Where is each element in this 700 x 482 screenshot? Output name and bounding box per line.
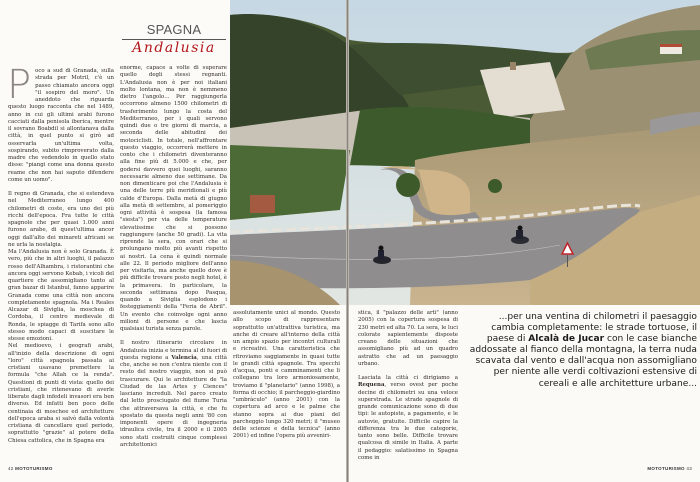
caption-place-name: Alcalà de Jucar (528, 334, 605, 345)
article-paragraph (120, 340, 227, 449)
white-town (480, 62, 565, 118)
red-roof (660, 44, 682, 47)
caption-text: con le case bianche addossate al fianco della montagna, la terra nuda scavata dal vento e dall'acqua non assomigliano per niente alle verdi coltivazioni estensive di cereali e alle architetture urbane... (469, 334, 697, 389)
section-title: Andalusia (132, 40, 216, 56)
white-house (660, 46, 682, 54)
small-tree (488, 179, 502, 193)
drop-cap: P (7, 62, 32, 108)
section-kicker: SPAGNA (146, 22, 202, 37)
paragraph-text: oco a sud di Granada, sulla strada per Motril, c'è un passo chiamato ancora oggi "il sospiro del moro". Un aneddoto che riguarda questo luogo racconta che nel 1489, anno in cui gli ultimi arabi furono cacciati dalla penisola iberica, mentre il sovrano Boabdil si allontanava dalla città, in quel punto si girò ad osservarla un'ultima volta, sospirando, subito rimproverato dalla madre che vedendolo in quello stato disse: "piangi come una donna questo reame che non hai saputo difendere come un uomo". (8, 68, 114, 183)
paragraph-text: Lasciata la città ci dirigiamo a (358, 375, 458, 381)
article-photo (230, 0, 700, 305)
caption-text: ...per una ventina di chilometri il paesaggio cambia completamente: le strade tortuose, il paese di (486, 312, 697, 345)
brick-house (250, 195, 275, 213)
article-paragraph: Ma l'Andalusia non è solo Granada. È vero, più che in altri luoghi, il palazzo rosso dell'Alhambra, i ristorantini che ancora oggi servono Kebab, i vicoli del quartiere che assomigliano tanto al gran bazar di Istanbul, fanno apparire Granada come una città non ancora completamente spagnola. Ma i Reales Alcazar di Siviglia, la moschea di Cordoba, il centro medievale di Ronda, le spiagge di Tarifa sono allo stesso modo capaci di suscitare le stesse emozioni. (8, 249, 114, 342)
folio-left (8, 466, 53, 471)
magazine-name: MOTOTURISMO (15, 466, 53, 471)
page-gutter (346, 0, 349, 482)
paragraph-text: Il nostro itinerario circolare in Andalusia inizia e termina al di fuori di questa regione a (120, 340, 227, 361)
place-name-valencia: Valencia (171, 354, 197, 361)
folio-right (647, 466, 692, 471)
article-column-2 (120, 65, 227, 456)
article-paragraph (358, 375, 458, 462)
paragraph-text: , una città che, anche se non c'entra niente con il resto del nostro viaggio, non si può trascurare. Qui le architetture de "la Ciudad de las Artes y Ciences" lasciano increduli. Nel parco creato dal letto prosciugato del fiume Turia che attraversava la città, e che fu spostato da questa negli anni '80 con imponenti opere di ingegneria idraulica civile, tra il 2000 e il 2005 sono stati costruiti cinque complessi architettonici (120, 354, 227, 448)
photo-caption (465, 312, 697, 390)
article-paragraph: enorme, capace a volte di superare quello degli stessi regnanti. L'Andalusia non è per noi italiani molto lontana, ma non è nemmeno dietro l'angolo… Per raggiungerla occorrono almeno 1500 chilometri di trasferimento lungo la costa del Mediterraneo, per i quali servono quindi due o tre giorni di marcia, a seconda delle abitudini dei motociclisti. In totale, nell'affrontare questo viaggio, occorrerà mettere in conto che i chilometri diventeranno alla fine più di 5.000 e che, per godersi davvero quei luoghi, saranno necessarie almeno due settimane. Da non dimenticare poi che l'Andalusia è una delle terre più meridionali e più calde d'Europa. Dalla metà di giugno alla metà di settembre, al pomeriggio ogni attività è sospesa (la famosa "siesta") per via delle temperature elevatissime che si possono raggiungere (anche 50 gradi). La vita riprende la sera, con orari che si prolungano molto più avanti rispetto ai nostri. La cena è quindi normale alle 22. Il periodo migliore dell'anno per visitarla, ma anche quello dove è più difficile trovare posto negli hotel, è la primavera. In particolare, la seconda settimana dopo Pasqua, quando a Siviglia esplodono i festeggiamenti della "Feria de Abril". Un evento che coinvolge ogni anno milioni di persone e che lascia qualsiasi turista senza parole. (120, 65, 227, 332)
magazine-name: MOTOTURISMO (647, 466, 685, 471)
landscape-photo (230, 0, 700, 305)
page-number: 42 (8, 466, 14, 471)
pine-tree (396, 173, 420, 197)
left-trees (230, 145, 350, 220)
article-paragraph (7, 62, 114, 184)
paragraph-text: , verso ovest per poche decine di chilometri su una veloce superstrada. Le strade spagnole di grande comunicazione sono di due tipi: le autopiste, a pagamento, e le autovie, gratuite. Difficile capire la differenza tra le due categorie, tanto sono belle. Difficile trovare qualcosa di simile in Italia. A parte il pedaggio: salatissimo in Spagna come in (358, 382, 458, 461)
article-column-3 (233, 310, 340, 448)
article-paragraph: assolutamente unici al mondo. Questo allo scopo di rappresentare soprattutto un'attrattiva turistica, ma anche di creare all'interno della città un ampio spazio per incontri culturali e ricreativi. Una caratteristica che ritroviamo saggiamente in quasi tutte le grandi città spagnole. Tra specchi d'acqua, ponti e camminamenti che li collegano tra loro armoniosamente, troviamo il "planetario" (anno 1998), a forma di occhio; il parcheggio-giardino "umbràculo" (anno 2001) con la copertura ad arco e le palme che stanno sopra ai due piani del parcheggio lungo 320 metri; il "museo delle scienze e della tecnica" (anno 2001) ed infine l'opera più avveniri- (233, 310, 340, 440)
castle-tower (510, 62, 516, 70)
article-paragraph: Nel medioevo, i geografi arabi, all'inizio della descrizione di ogni "loro" città spagnola passata ai cristiani usavano premettere la formula "che Allah ce la renda". Questioni di punti di vista: quello dei cristiani, che ritenevano di averle liberate dagli infedeli invasori era ben diverso. Ed infatti ben poco delle centinaia di moschee ed architetture dell'epoca araba si salvò dalla volontà cristiana di cancellare quel periodo, soprattutto "grazie" al potere della Chiesa cattolica, che in Spagna era (8, 343, 114, 444)
page-number: 43 (686, 466, 692, 471)
article-paragraph: stica, il "palazzo delle arti" (anno 2005) con la copertura sospesa di 230 metri ed alta 70. La sera, le luci colorate sapientemente disposte creano delle situazioni che assomigliano più ad un quadro astratto che ad un paesaggio urbano. (358, 310, 458, 367)
article-paragraph: Il regno di Granada, che si estendeva nel Mediterraneo lungo 400 chilometri di coste, era uno dei più ricchi dell'epoca. Fra tutte le città spagnole che per quasi 1.000 anni furono arabe, di quest'ultima ancor oggi dall'alto dei minareti africani se ne urla la nostalgia. (8, 191, 114, 248)
article-column-1 (7, 62, 114, 452)
place-name-requena: Requena (358, 382, 385, 389)
article-column-4 (358, 310, 458, 469)
